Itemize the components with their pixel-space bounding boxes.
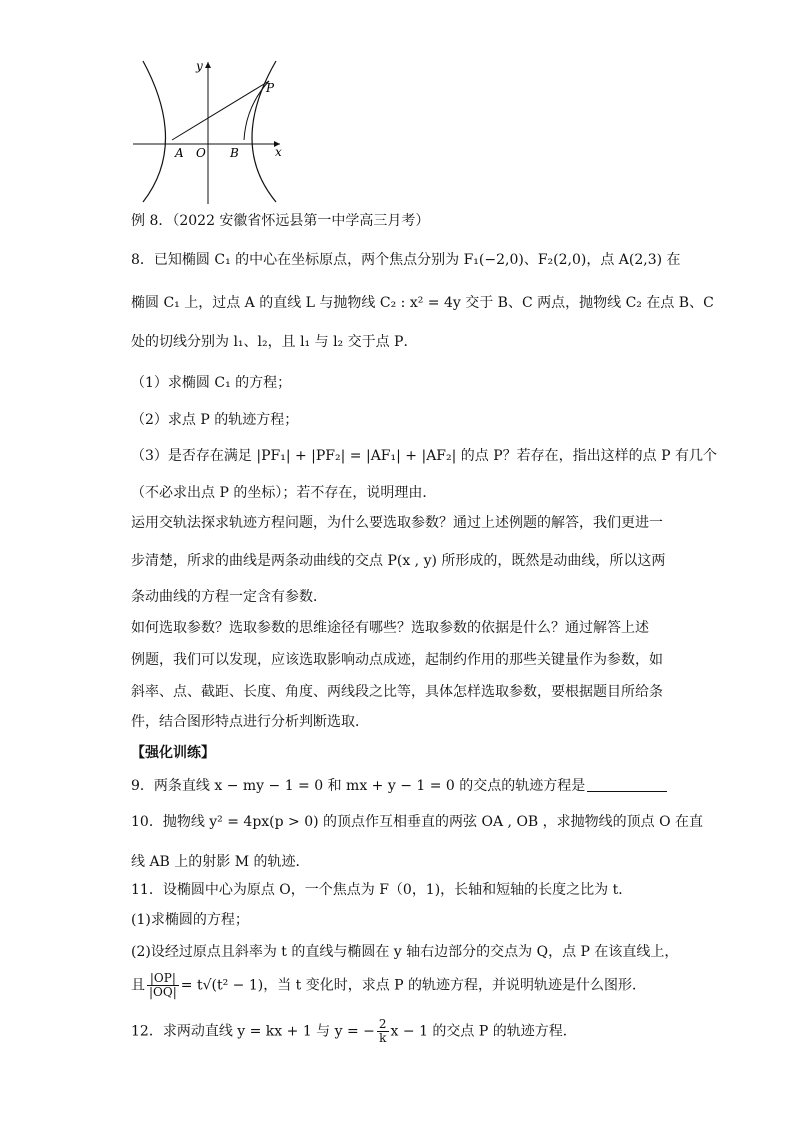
label-B: B bbox=[230, 146, 239, 160]
label-O: O bbox=[196, 146, 206, 160]
fraction-op-oq bbox=[147, 972, 179, 999]
paragraph-2-line-2: 例题，我们可以发现，应该选取影响动点成迹，起制约作用的那些关键量作为参数，如 bbox=[131, 652, 663, 668]
fraction-numerator: |OP| bbox=[147, 972, 179, 986]
y-axis-arrow bbox=[205, 62, 211, 68]
problem-11-part-1: (1)求椭圆的方程； bbox=[131, 912, 249, 928]
paragraph-2-line-1: 如何选取参数？选取参数的思维途径有哪些？选取参数的依据是什么？通过解答上述 bbox=[131, 620, 649, 636]
problem-8-line-3: 处的切线分别为 l₁、l₂，且 l₁ 与 l₂ 交于点 P． bbox=[131, 334, 418, 350]
problem-11-line-1: 11．设椭圆中心为原点 O，一个焦点为 F（0，1)，长轴和短轴的长度之比为 t． bbox=[131, 882, 633, 898]
problem-11-part-2-cont bbox=[131, 972, 646, 999]
problem-11-prefix: 且 bbox=[131, 977, 145, 994]
fraction-2-over-k bbox=[377, 1018, 389, 1045]
problem-12-suffix: x − 1 的交点 P 的轨迹方程． bbox=[390, 1023, 577, 1040]
section-heading-practice: 【强化训练】 bbox=[131, 745, 215, 761]
example-heading: 例 8．（2022 安徽省怀远县第一中学高三月考） bbox=[131, 213, 430, 229]
problem-11-suffix: = t√(t² − 1)，当 t 变化时，求点 P 的轨迹方程，并说明轨迹是什么图形． bbox=[180, 977, 647, 994]
problem-10-line-1: 10．抛物线 y² = 4px(p > 0) 的顶点作互相垂直的两弦 OA , OB ，求抛物线的顶点 O 在直 bbox=[131, 814, 704, 830]
label-A: A bbox=[175, 146, 184, 160]
answer-blank bbox=[587, 777, 667, 792]
hyperbola-figure bbox=[128, 56, 288, 206]
segment-AP bbox=[172, 81, 269, 140]
problem-8-part-3-cont: （不必求出点 P 的坐标）；若不存在，说明理由． bbox=[131, 485, 437, 501]
problem-8-part-1: （1）求椭圆 C₁ 的方程； bbox=[131, 375, 292, 391]
problem-8-part-2: （2）求点 P 的轨迹方程； bbox=[131, 412, 299, 428]
paragraph-1-line-1: 运用交轨法探求轨迹方程问题，为什么要选取参数？通过上述例题的解答，我们更进一 bbox=[131, 515, 663, 531]
hyperbola-left-branch bbox=[143, 61, 166, 202]
label-P: P bbox=[266, 81, 275, 95]
problem-8-line-2: 椭圆 C₁ 上，过点 A 的直线 L 与抛物线 C₂ : x² = 4y 交于 B、C 两点，抛物线 C₂ 在点 B、C bbox=[131, 295, 714, 311]
fraction-denominator: k bbox=[379, 1031, 387, 1045]
label-y: y bbox=[196, 59, 203, 73]
problem-8-part-3: （3）是否存在满足 |PF₁| + |PF₂| = |AF₁| + |AF₂| 的点 P？若存在，指出这样的点 P 有几个 bbox=[131, 448, 717, 464]
fraction-numerator: 2 bbox=[378, 1017, 387, 1031]
paragraph-1-line-3: 条动曲线的方程一定含有参数． bbox=[131, 589, 327, 605]
problem-11-part-2: (2)设经过原点且斜率为 t 的直线与椭圆在 y 轴右边部分的交点为 Q，点 P 在该直线上， bbox=[131, 944, 679, 960]
problem-9 bbox=[131, 776, 667, 796]
problem-12 bbox=[131, 1018, 577, 1045]
problem-10-line-2: 线 AB 上的射影 M 的轨迹． bbox=[131, 854, 310, 870]
problem-8-line-1: 8．已知椭圆 C₁ 的中心在坐标原点，两个焦点分别为 F₁(−2,0)、F₂(2,0)，点 A(2,3) 在 bbox=[131, 252, 681, 268]
paragraph-1-line-2: 步清楚，所求的曲线是两条动曲线的交点 P(x , y) 所形成的，既然是动曲线，所以这两 bbox=[131, 553, 666, 569]
paragraph-2-line-4: 件，结合图形特点进行分析判断选取． bbox=[131, 714, 369, 730]
fraction-denominator: |OQ| bbox=[149, 985, 177, 999]
problem-9-text: 9．两条直线 x − my − 1 = 0 和 mx + y − 1 = 0 的交点的轨迹方程是 bbox=[131, 778, 586, 794]
paragraph-2-line-3: 斜率、点、截距、长度、角度、两线段之比等，具体怎样选取参数，要根据题目所给条 bbox=[131, 684, 663, 700]
problem-12-prefix: 12．求两动直线 y = kx + 1 与 y = − bbox=[131, 1023, 375, 1040]
label-x: x bbox=[275, 145, 282, 159]
